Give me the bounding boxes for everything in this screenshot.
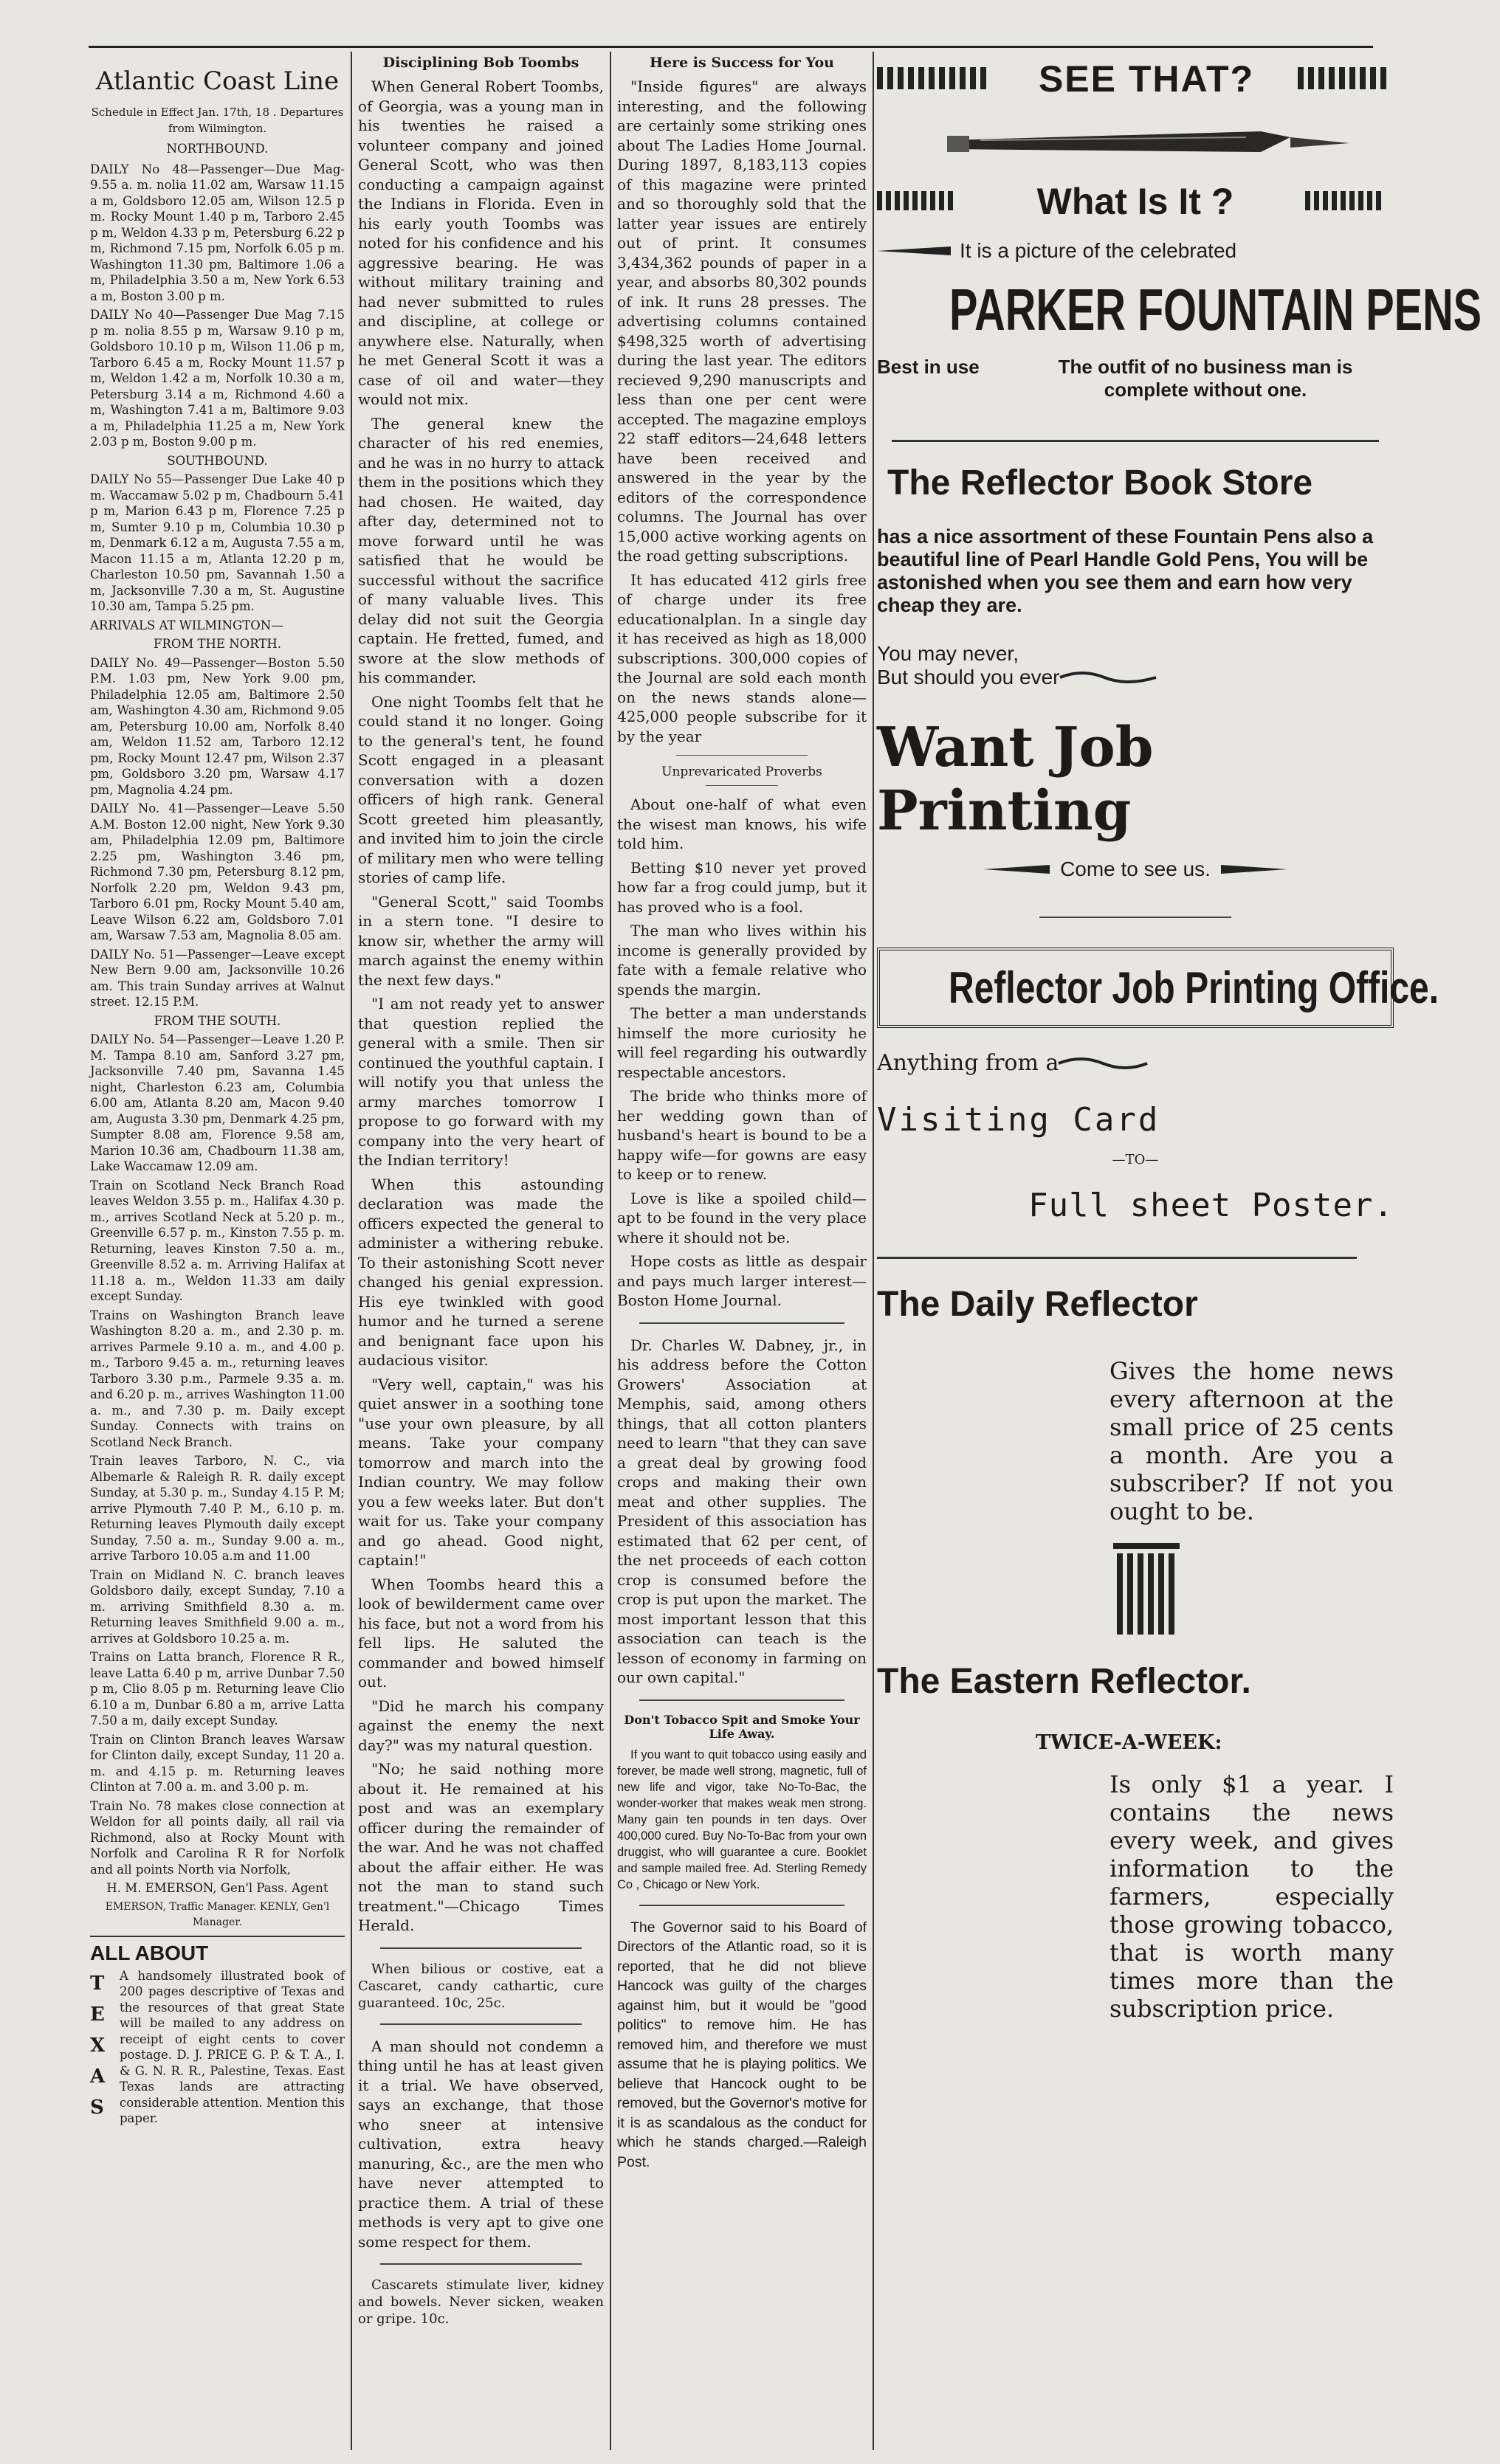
letter-s: S bbox=[90, 2096, 104, 2119]
from-south-heading: FROM THE SOUTH. bbox=[154, 1013, 281, 1028]
toombs-p10: "No; he said nothing more about it. He remained at his post and was an exemplary officer during the remainder of the war. And he was not chaffed about the affair either. He was not the man to stand such treatment."—Chicago Times Herald. bbox=[358, 1760, 604, 1934]
picture-of-line bbox=[877, 239, 1394, 263]
see-that-heading: SEE THAT? bbox=[1038, 58, 1255, 100]
from-north-heading: FROM THE NORTH. bbox=[154, 637, 281, 651]
divider bbox=[706, 785, 778, 786]
schedule-54: DAILY No. 54—Passenger—Leave 1.20 P. M. Tampa 8.10 am, Sanford 3.27 pm, Jacksonville 7.40 pm, Savanna 1.45 night, Charleston 6.23 am, Columbia 6.00 am, Atlanta 8.20 am, Macon 9.40 am, Augusta 3.30 pm, Denmark 4.25 pm, Sumpter 8.08 am, Florence 9.58 am, Marion 10.36 am, Chadbourn 11.38 am, Lake Waccamaw 12.09 am. bbox=[90, 1032, 345, 1173]
letter-a: A bbox=[90, 2065, 106, 2088]
ornament-border-icon bbox=[877, 187, 966, 216]
condemn-article: A man should not condemn a thing until he has at least given it a trial. We have observed, says an exchange, that those who sneer at intensive cultivation, extra heavy manuring, &c., are the men who have never attempted to practice them. A trial of these methods is very apt to give one some respect for them. bbox=[358, 2037, 604, 2251]
what-is-it-heading: What Is It ? bbox=[1036, 181, 1234, 222]
column-rule-3 bbox=[873, 52, 874, 2450]
divider bbox=[380, 1947, 582, 1949]
divider bbox=[639, 1699, 844, 1701]
to-text: —TO— bbox=[1112, 1152, 1159, 1167]
ornament-border-icon bbox=[1305, 187, 1394, 216]
letter-e: E bbox=[90, 2003, 105, 2026]
schedule-40: DAILY No 40—Passenger Due Mag 7.15 p m. nolia 8.55 p m, Warsaw 9.10 p m, Goldsboro 10.10 p m, Wilson 11.06 p m, Tarboro 6.45 a m, Rocky Mount 11.57 p m, Weldon 1.42 a m, Norfolk 10.30 a m, Petersburg 3.14 a m, Richmond 4.60 a m, Washington 7.41 a m, Baltimore 9.03 a m, Philadelphia 11.25 a m, New York 2.03 p m, Boston 9.00 p m. bbox=[90, 308, 345, 449]
proverb-3: The man who lives within his income is generally provided by fate with a female relative who spends the margin. bbox=[617, 922, 867, 998]
column-success bbox=[617, 52, 867, 2457]
divider bbox=[676, 755, 808, 756]
letter-t: T bbox=[90, 1972, 105, 1995]
column-toombs bbox=[358, 52, 604, 2457]
should-you-text: But should you ever bbox=[877, 666, 1060, 689]
arrivals-heading: ARRIVALS AT WILMINGTON— bbox=[90, 618, 283, 632]
column-rule-1 bbox=[351, 52, 352, 2450]
train-78: Train No. 78 makes close connection at Weldon for all points daily, all rail via Richmond, also at Rocky Mount with Norfolk and Carolina R R for Norfolk and all points North via Norfolk, bbox=[90, 1798, 345, 1877]
job-office-box bbox=[877, 948, 1439, 1028]
column-rule-2 bbox=[610, 52, 611, 2450]
divider bbox=[380, 2263, 582, 2265]
proverb-4: The better a man understands himself the more curiosity he will feel regarding his outwardly respectable ancestors. bbox=[617, 1004, 867, 1081]
schedule-48: DAILY No 48—Passenger—Due Mag-9.55 a. m. nolia 11.02 am, Warsaw 11.15 a m, Goldsboro 12.05 am, Wilson 12.5 p m. Rocky Mount 1.40 p m, Tarboro 2.45 p m, Weldon 4.33 p m, Petersburg 6.22 p m, Richmond 7.15 pm, Norfolk 6.05 p m. Washington 11.30 pm, Baltimore 1.06 a m, Philadelphia 3.50 a m, New York 6.53 a m, Boston 3.00 p m. bbox=[90, 162, 345, 303]
outfit-text: The outfit of no business man is complete without one. bbox=[1058, 356, 1353, 401]
divider bbox=[639, 1322, 844, 1324]
schedule-51: DAILY No. 51—Passenger—Leave except New Bern 9.00 am, Jacksonville 10.26 am. This train Sunday arrives at Walnut street. 12.15 P.M. bbox=[90, 947, 345, 1009]
tobacco-ad: If you want to quit tobacco using easily and forever, be made well strong, magnetic, full of new life and vigor, take No-To-Bac, the wonder-worker that makes weak men strong. Many gain ten pounds in ten days. Over 400,000 cured. Buy No-To-Bac from your own druggist, who will guarantee a cure. Booklet and sample mailed free. Ad. Sterling Remedy Co , Chicago or New York. bbox=[617, 1747, 867, 1891]
divider bbox=[877, 1257, 1357, 1259]
toombs-title: Disciplining Bob Toombs bbox=[382, 55, 579, 71]
success-title: Here is Success for You bbox=[650, 55, 834, 71]
come-see-line bbox=[877, 857, 1394, 881]
divider bbox=[380, 2023, 582, 2025]
schedule-55: DAILY No 55—Passenger Due Lake 40 p m. Waccamaw 5.02 p m, Chadbourn 5.41 p m, Marion 6.43 p m, Florence 7.25 p m, Sumter 9.10 p m, Columbia 10.30 p m, Denmark 6.12 a m, Augusta 7.55 a m, Macon 11.15 a m, Atlanta 12.20 p m, Charleston 10.50 pm, Savannah 1.50 a m, Jacksonville 7.30 a m, St. Augustine 10.30 am, Tampa 5.25 pm. bbox=[90, 472, 345, 613]
tarboro-train: Train leaves Tarboro, N. C., via Albemarle & Raleigh R. R. daily except Sunday, at 5.30 p. m., Sunday 4.15 P. M; arrive Plymouth 7.40 P. M., 6.10 p. m. Returning leaves Plymouth daily except Sunday, 7.50 a. m., Sunday 9.00 a. m., arrive Tarboro 10.05 a.m and 11.00 bbox=[90, 1454, 345, 1563]
divider bbox=[639, 1905, 844, 1906]
flourish-icon bbox=[1060, 669, 1156, 686]
bookstore-heading: The Reflector Book Store bbox=[887, 463, 1313, 503]
washington-branch: Trains on Washington Branch leave Washington 8.20 a. m., and 2.30 p. m. arrives Parmele 9.10 a. m., and 4.00 p. m., Tarboro 9.45 a. m., returning leaves Tarboro 3.30 p.m., Parmele 9.35 a. m. and 6.20 p. m., arrives Washington 11.00 a. m., and 7.30 p. m. Daily except Sunday. Connects with trains on Scotland Neck Branch. bbox=[90, 1308, 345, 1449]
cascaret-ad: When bilious or costive, eat a Cascaret, candy cathartic, cure guaranteed. 10c, 25c. bbox=[358, 1961, 604, 2011]
success-p1: "Inside figures" are always interesting, and the following are certainly some striking ones about The Ladies Home Journal. During 1897, 8,183,113 copies of this magazine were printed and so thoroughly sold that the latter year issues are entirely out of print. It consumes 3,434,362 pounds of paper in a year, and absorbs 80,302 pounds of ink. It runs 28 presses. The advertising columns contained $498,325 worth of advertising during the last year. The editors recieved 9,290 manuscripts and less than one per cent were accepted. The magazine employs 22 staff editors—24,648 letters have been received and answered in the year by the editors of the correspondence columns. The Journal has over 15,000 active working agents on the road getting subscriptions. bbox=[617, 77, 867, 565]
toombs-p7: "Very well, captain," was his quiet answer in a soothing tone "use your own pleasure, by all means. Take your company tomorrow and march into the Indian country. We may follow you a few weeks later. But don't wait for us. Take your company and go ahead. Good night, captain!" bbox=[358, 1375, 604, 1569]
anything-line bbox=[877, 1050, 1394, 1076]
poster-text: Full sheet Poster. bbox=[1028, 1187, 1394, 1224]
fountain-pen-icon bbox=[877, 111, 1386, 177]
picture-of-text: It is a picture of the celebrated bbox=[960, 239, 1237, 262]
northbound-heading: NORTHBOUND. bbox=[166, 142, 269, 156]
all-about-heading: ALL ABOUT bbox=[90, 1941, 209, 1964]
eastern-text: Is only $1 a year. I contains the news every week, and gives information to the farmers, especially those growing tobacco, that is worth many times more than the subscription price. bbox=[1109, 1770, 1394, 2023]
arrow-left-icon bbox=[877, 244, 951, 258]
may-never-text: You may never, bbox=[877, 642, 1019, 665]
proverb-6: Love is like a spoiled child—apt to be found in the very place where it should not be. bbox=[617, 1189, 867, 1246]
toombs-p3: One night Toombs felt that he could stand it no longer. Going to the general's tent, he found Scott engaged in a pleasant conversation with a dozen officers of high rank. General Scott greeted him pleasantly, and invited him to join the circle of military men who were telling stories of camp life. bbox=[358, 692, 604, 886]
emerson-signature: H. M. EMERSON, Gen'l Pass. Agent bbox=[106, 1881, 328, 1895]
atlantic-coast-line-title: Atlantic Coast Line bbox=[95, 66, 340, 96]
what-is-it-banner bbox=[877, 180, 1394, 223]
tobacco-title: Don't Tobacco Spit and Smoke Your Life Away. bbox=[624, 1712, 860, 1741]
proverbs-title: Unprevaricated Proverbs bbox=[661, 765, 822, 779]
top-rule bbox=[89, 46, 1373, 48]
job-office-heading: Reflector Job Printing Office. bbox=[949, 963, 1439, 1012]
latta-branch: Trains on Latta branch, Florence R R., leave Latta 6.40 p m, arrive Dunbar 7.50 p m, Clio 8.05 p m. Returning leave Clio 6.10 a m, Dunbar 6.80 a m, arrive Latta 7.50 a m, daily except Sunday. bbox=[90, 1650, 345, 1728]
column-reflector-ads bbox=[877, 52, 1482, 2457]
success-p2: It has educated 412 girls free of charge under its free educationalplan. In a single day it has received as high as 18,000 subscriptions. 300,000 copies of the Journal are sold each month on the news stands alone—425,000 people subscribe for it by the year bbox=[617, 570, 867, 745]
parker-heading: PARKER FOUNTAIN PENS bbox=[949, 277, 1482, 342]
emerson-managers: EMERSON, Traffic Manager. KENLY, Gen'l Manager. bbox=[105, 1900, 330, 1928]
decorative-ornament-icon bbox=[1113, 1543, 1180, 1639]
scotland-neck-branch: Train on Scotland Neck Branch Road leaves Weldon 3.55 p. m., Halifax 4.30 p. m., arrives Scotland Neck at 5.20 p. m., Greenville 6.57 p. m., Kinston 7.55 p. m. Returning, leaves Kinston 7.50 a. m., Greenville 8.52 a. m. Arriving Halifax at 11.18 a. m., Weldon 11.33 am daily except Sunday. bbox=[90, 1178, 345, 1303]
come-see-text: Come to see us. bbox=[1060, 857, 1211, 880]
midland-branch: Train on Midland N. C. branch leaves Goldsboro daily, except Sunday, 7.10 a m. arriving Smithfield 8.30 a. m. Returning leaves Smithfield 9.00 a. m., arrives at Goldsboro 10.25 a. m. bbox=[90, 1567, 345, 1646]
daily-reflector-text: Gives the home news every afternoon at the small price of 25 cents a month. Are you a subscriber? If not you ought to be. bbox=[1109, 1357, 1394, 1525]
toombs-p6: When this astounding declaration was made the officers expected the general to administer a withering rebuke. To their astonishing Scott never changed his genial expression. His eye twinkled with good humor and he turned a serene and benignant face upon his audacious visitor. bbox=[358, 1175, 604, 1369]
proverb-2: Betting $10 never yet proved how far a frog could jump, but it has proved who is a fool. bbox=[617, 858, 867, 916]
cascarets-ad: Cascarets stimulate liver, kidney and bowels. Never sicken, weaken or gripe. 10c. bbox=[358, 2277, 604, 2327]
clinton-branch: Train on Clinton Branch leaves Warsaw for Clinton daily, except Sunday, 11 20 a. m. and 4.15 p. m. Returning leaves Clinton at 7.00 a. m. and 3.00 p. m. bbox=[90, 1732, 345, 1794]
governor-article: The Governor said to his Board of Directors of the Atlantic road, so it is reported, that he did not blieve Hancock was guilty of the charges against him, but it would be "good politics" to remove him. He has removed him, and therefore we must assume that he is playing politics. We believe that Hancock ought to be removed, but the Governor's motive for it is as scandalous as the conduct for which he stands charged.—Raleigh Post. bbox=[617, 1919, 867, 2170]
parker-tagline bbox=[877, 356, 1394, 401]
proverb-1: About one-half of what even the wisest man knows, his wife told him. bbox=[617, 796, 867, 852]
assortment-text: has a nice assortment of these Fountain Pens also a beautiful line of Pearl Handle Gold Pens, You will be astonished when you see them and earn how very cheap they are. bbox=[877, 525, 1374, 616]
letter-x: X bbox=[90, 2034, 106, 2057]
toombs-p8: When Toombs heard this a look of bewilderment came over his face, but not a word from his fell lips. He saluted the commander and bowed himself out. bbox=[358, 1575, 604, 1691]
texas-ad-text: A handsomely illustrated book of 200 pages descriptive of Texas and the resources of that great State will be mailed to any address on receipt of eight cents to cover postage. D. J. PRICE G. P. & T. A., I. & G. N. R. R., Palestine, Texas. East Texas lands are attracting considerable attention. Mention this paper. bbox=[120, 1968, 345, 2125]
toombs-p4: "General Scott," said Toombs in a stern tone. "I desire to know sir, whether the army will march against the enemy within the next few days." bbox=[358, 892, 604, 989]
proverb-5: The bride who thinks more of her wedding gown than of husband's heart is bound to be a happy wife—for gowns are easy to keep or to renew. bbox=[617, 1087, 867, 1183]
ornament-border-icon bbox=[1298, 64, 1394, 94]
ornament-border-icon bbox=[877, 64, 995, 94]
daily-reflector-heading: The Daily Reflector bbox=[877, 1285, 1198, 1324]
arrow-right-icon bbox=[1221, 862, 1287, 877]
toombs-p2: The general knew the character of his red enemies, and he was in no hurry to attack them in the positions which they had chosen. He waited, day after day, determined not to move forward until he was satisfied that he would be successful without the sacrifice of many valuable lives. This delay did not suit the Georgia captain. He fretted, fumed, and swore at the slow methods of his commander. bbox=[358, 414, 604, 686]
flourish-icon bbox=[1059, 1055, 1147, 1072]
texas-letters bbox=[90, 1968, 120, 2130]
proverb-7: Hope costs as little as despair and pays much larger interest—Boston Home Journal. bbox=[617, 1252, 867, 1309]
toombs-p1: When General Robert Toombs, of Georgia, was a young man in his twenties he raised a volunteer company and joined General Scott, who was then conducting a campaign against the Indians in Florida. Even in his early youth Toombs was noted for his confidence and his aggressive bearing. He was without military training and had never submitted to rules and discipline, at college or anywhere else. Naturally, when he met General Scott it was a case of oil and water—they would not mix. bbox=[358, 77, 604, 408]
want-job-printing-heading: Want Job Printing bbox=[877, 716, 1154, 843]
schedule-41: DAILY No. 41—Passenger—Leave 5.50 A.M. Boston 12.00 night, New York 9.30 am, Philadelphia 12.09 pm, Baltimore 2.25 pm, Washington 3.46 pm, Richmond 7.30 pm, Petersburg 8.12 pm, Norfolk 2.20 pm, Weldon 9.43 pm, Tarboro 6.01 pm, Rocky Mount 5.40 am, Leave Wilson 6.22 am, Goldsboro 7.01 am, Warsaw 7.53 am, Magnolia 8.05 am. bbox=[90, 801, 345, 942]
divider bbox=[892, 440, 1379, 442]
toombs-p5: "I am not ready yet to answer that question replied the general with a smile. Then sir continued the youthful captain. I will notify you that unless the army marches tomorrow I propose to go forward with my company into the very heart of the Indian territory! bbox=[358, 995, 604, 1169]
twice-a-week: TWICE-A-WEEK: bbox=[1036, 1731, 1222, 1754]
best-in-use: Best in use bbox=[877, 356, 980, 378]
column-railroad bbox=[90, 52, 345, 2457]
should-you-line bbox=[877, 666, 1394, 689]
divider bbox=[90, 1936, 345, 1937]
see-that-banner bbox=[877, 58, 1394, 100]
eastern-reflector-heading: The Eastern Reflector. bbox=[877, 1662, 1251, 1701]
texas-ad bbox=[90, 1968, 345, 2130]
schedule-49: DAILY No. 49—Passenger—Boston 5.50 P.M. 1.03 pm, New York 9.00 pm, Philadelphia 12.05 am, Baltimore 2.50 am, Washington 4.30 am, Richmond 9.05 am, Petersburg 10.00 am, Norfolk 8.40 am, Weldon 11.52 am, Tarboro 12.12 pm, Rocky Mount 12.47 pm, Wilson 2.37 pm, Goldsboro 3.20 pm, Warsaw 4.17 pm, Magnolia 4.24 pm. bbox=[90, 655, 345, 797]
visiting-card-text: Visiting Card bbox=[877, 1101, 1160, 1139]
schedule-note: Schedule in Effect Jan. 17th, 18 . Departures from Wilmington. bbox=[91, 106, 344, 135]
arrow-left-icon bbox=[983, 862, 1050, 877]
toombs-p9: "Did he march his company against the enemy the next day?" was my natural question. bbox=[358, 1697, 604, 1754]
dabney-article: Dr. Charles W. Dabney, jr., in his address before the Cotton Growers' Association at Memphis, said, among others things, that all cotton planters need to learn "that they can save a great deal by growing food crops and making their own meat and other supplies. The President of this association has estimated that 62 per cent, of the net proceeds of each cotton crop is consumed before the crop is put upon the market. The most important lesson that this association can teach is the lesson of economy in farming on our own capital." bbox=[617, 1336, 867, 1686]
divider bbox=[1039, 917, 1231, 918]
southbound-heading: SOUTHBOUND. bbox=[167, 453, 268, 468]
anything-text: Anything from a bbox=[877, 1050, 1059, 1076]
